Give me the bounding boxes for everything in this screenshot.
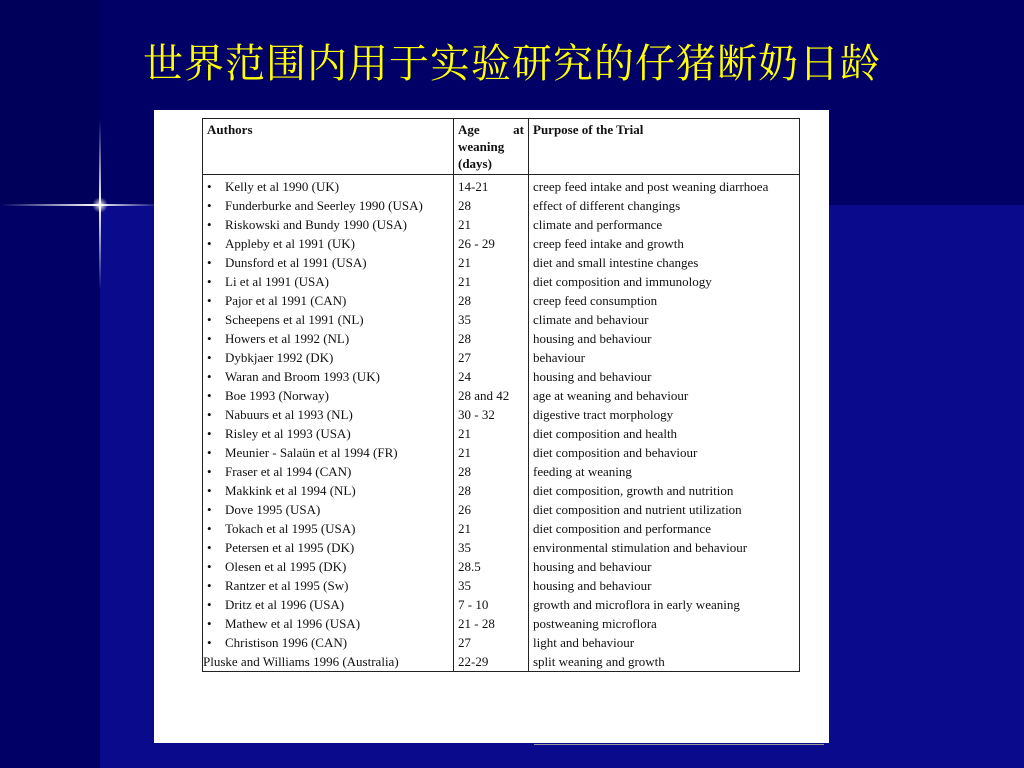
age-cell: 21 <box>454 519 529 538</box>
author-cell <box>203 500 454 519</box>
purpose-cell: diet composition and health <box>529 424 800 443</box>
table-row <box>203 405 800 424</box>
bullet-icon: • <box>207 578 212 593</box>
author-cell <box>203 538 454 557</box>
author-name: Dunsford et al 1991 (USA) <box>225 255 367 270</box>
table-row <box>203 424 800 443</box>
header-age: Age at weaning (days) <box>454 119 529 175</box>
table-row <box>203 519 800 538</box>
table-row <box>203 614 800 633</box>
author-cell <box>203 196 454 215</box>
sparkle-icon <box>92 197 108 213</box>
author-name: Scheepens et al 1991 (NL) <box>225 312 364 327</box>
purpose-cell: diet composition and immunology <box>529 272 800 291</box>
header-purpose: Purpose of the Trial <box>529 119 800 175</box>
table-row <box>203 215 800 234</box>
table-row <box>203 538 800 557</box>
author-name: Dritz et al 1996 (USA) <box>225 597 345 612</box>
author-cell <box>203 386 454 405</box>
table-row <box>203 500 800 519</box>
age-cell: 28 <box>454 329 529 348</box>
bullet-icon: • <box>207 274 212 289</box>
author-cell <box>203 424 454 443</box>
bullet-icon: • <box>207 597 212 612</box>
bullet-icon: • <box>207 502 212 517</box>
purpose-cell: diet composition and nutrient utilization <box>529 500 800 519</box>
author-cell <box>203 519 454 538</box>
age-cell: 21 <box>454 272 529 291</box>
purpose-cell: climate and behaviour <box>529 310 800 329</box>
age-cell: 28 <box>454 462 529 481</box>
author-cell <box>203 253 454 272</box>
author-name: Nabuurs et al 1993 (NL) <box>225 407 353 422</box>
bullet-icon: • <box>207 312 212 327</box>
age-cell: 24 <box>454 367 529 386</box>
age-cell: 7 - 10 <box>454 595 529 614</box>
table-row <box>203 348 800 367</box>
author-cell <box>203 310 454 329</box>
purpose-cell: light and behaviour <box>529 633 800 652</box>
bullet-icon: • <box>207 198 212 213</box>
purpose-cell: housing and behaviour <box>529 557 800 576</box>
table-row <box>203 557 800 576</box>
author-name: Funderburke and Seerley 1990 (USA) <box>225 198 423 213</box>
author-name: Petersen et al 1995 (DK) <box>225 540 355 555</box>
bullet-icon: • <box>207 464 212 479</box>
author-name: Risley et al 1993 (USA) <box>225 426 351 441</box>
bullet-icon: • <box>207 559 212 574</box>
table-row <box>203 633 800 652</box>
purpose-cell: split weaning and growth <box>529 652 800 672</box>
author-name: Dybkjaer 1992 (DK) <box>225 350 334 365</box>
purpose-cell: climate and performance <box>529 215 800 234</box>
table-row <box>203 175 800 197</box>
author-cell <box>203 652 454 672</box>
author-name: Howers et al 1992 (NL) <box>225 331 350 346</box>
bottom-rule <box>534 744 824 745</box>
table-row <box>203 652 800 672</box>
table-row <box>203 196 800 215</box>
age-cell: 28 <box>454 481 529 500</box>
purpose-cell: diet and small intestine changes <box>529 253 800 272</box>
age-cell: 27 <box>454 348 529 367</box>
age-cell: 14-21 <box>454 175 529 197</box>
author-name: Kelly et al 1990 (UK) <box>225 179 340 194</box>
age-cell: 21 <box>454 253 529 272</box>
author-name: Riskowski and Bundy 1990 (USA) <box>225 217 408 232</box>
purpose-cell: creep feed intake and post weaning diarrhoea <box>529 175 800 197</box>
bullet-icon: • <box>207 616 212 631</box>
bullet-icon: • <box>207 426 212 441</box>
bullet-icon: • <box>207 179 212 194</box>
age-cell: 28 <box>454 291 529 310</box>
age-cell: 35 <box>454 576 529 595</box>
age-cell: 30 - 32 <box>454 405 529 424</box>
purpose-cell: creep feed consumption <box>529 291 800 310</box>
bullet-icon: • <box>207 369 212 384</box>
author-name: Makkink et al 1994 (NL) <box>225 483 356 498</box>
age-cell: 26 - 29 <box>454 234 529 253</box>
bullet-icon: • <box>207 635 212 650</box>
bullet-icon: • <box>207 540 212 555</box>
weaning-age-table <box>202 118 800 672</box>
author-cell <box>203 234 454 253</box>
age-cell: 35 <box>454 310 529 329</box>
author-cell <box>203 215 454 234</box>
background-corner <box>0 0 100 205</box>
author-name: Appleby et al 1991 (UK) <box>225 236 355 251</box>
purpose-cell: housing and behaviour <box>529 367 800 386</box>
purpose-cell: creep feed intake and growth <box>529 234 800 253</box>
bullet-icon: • <box>207 293 212 308</box>
author-cell <box>203 348 454 367</box>
author-cell <box>203 175 454 197</box>
bullet-icon: • <box>207 331 212 346</box>
author-name: Fraser et al 1994 (CAN) <box>225 464 352 479</box>
bullet-icon: • <box>207 388 212 403</box>
bullet-icon: • <box>207 255 212 270</box>
age-cell: 22-29 <box>454 652 529 672</box>
author-name: Dove 1995 (USA) <box>225 502 321 517</box>
author-cell <box>203 576 454 595</box>
author-cell <box>203 557 454 576</box>
slide-title: 世界范围内用于实验研究的仔猪断奶日龄 <box>143 41 881 87</box>
age-cell: 21 - 28 <box>454 614 529 633</box>
author-name: Christison 1996 (CAN) <box>225 635 348 650</box>
table-body <box>203 175 800 672</box>
author-name: Li et al 1991 (USA) <box>225 274 329 289</box>
bullet-icon: • <box>207 350 212 365</box>
purpose-cell: housing and behaviour <box>529 329 800 348</box>
table-row <box>203 462 800 481</box>
table-row <box>203 310 800 329</box>
author-name: Tokach et al 1995 (USA) <box>225 521 356 536</box>
purpose-cell: behaviour <box>529 348 800 367</box>
author-name: Olesen et al 1995 (DK) <box>225 559 347 574</box>
table-row <box>203 234 800 253</box>
table-row <box>203 329 800 348</box>
author-name: Boe 1993 (Norway) <box>225 388 329 403</box>
author-cell <box>203 614 454 633</box>
table-row <box>203 253 800 272</box>
bullet-icon: • <box>207 407 212 422</box>
author-cell <box>203 481 454 500</box>
author-name: Meunier - Salaün et al 1994 (FR) <box>225 445 398 460</box>
purpose-cell: housing and behaviour <box>529 576 800 595</box>
author-name: Waran and Broom 1993 (UK) <box>225 369 380 384</box>
purpose-cell: diet composition and performance <box>529 519 800 538</box>
age-cell: 21 <box>454 424 529 443</box>
purpose-cell: effect of different changings <box>529 196 800 215</box>
table-row <box>203 595 800 614</box>
age-cell: 21 <box>454 215 529 234</box>
age-cell: 35 <box>454 538 529 557</box>
table-row <box>203 481 800 500</box>
header-authors: Authors <box>203 119 454 175</box>
author-cell <box>203 367 454 386</box>
bullet-icon: • <box>207 483 212 498</box>
author-name: Pluske and Williams 1996 (Australia) <box>203 654 399 669</box>
age-cell: 27 <box>454 633 529 652</box>
author-name: Rantzer et al 1995 (Sw) <box>225 578 349 593</box>
document-image <box>154 110 829 743</box>
author-cell <box>203 462 454 481</box>
table-header-row <box>203 119 800 175</box>
author-cell <box>203 595 454 614</box>
purpose-cell: environmental stimulation and behaviour <box>529 538 800 557</box>
purpose-cell: age at weaning and behaviour <box>529 386 800 405</box>
table-row <box>203 443 800 462</box>
age-cell: 26 <box>454 500 529 519</box>
purpose-cell: postweaning microflora <box>529 614 800 633</box>
author-name: Mathew et al 1996 (USA) <box>225 616 361 631</box>
author-cell <box>203 291 454 310</box>
table-row <box>203 272 800 291</box>
table-row <box>203 576 800 595</box>
sparkle-horizontal <box>0 204 160 206</box>
purpose-cell: digestive tract morphology <box>529 405 800 424</box>
author-cell <box>203 633 454 652</box>
purpose-cell: diet composition, growth and nutrition <box>529 481 800 500</box>
table-row <box>203 367 800 386</box>
author-cell <box>203 405 454 424</box>
bullet-icon: • <box>207 521 212 536</box>
author-cell <box>203 272 454 291</box>
age-cell: 28 <box>454 196 529 215</box>
purpose-cell: diet composition and behaviour <box>529 443 800 462</box>
table-row <box>203 386 800 405</box>
age-cell: 21 <box>454 443 529 462</box>
age-cell: 28.5 <box>454 557 529 576</box>
table-row <box>203 291 800 310</box>
purpose-cell: growth and microflora in early weaning <box>529 595 800 614</box>
purpose-cell: feeding at weaning <box>529 462 800 481</box>
bullet-icon: • <box>207 445 212 460</box>
bullet-icon: • <box>207 236 212 251</box>
author-cell <box>203 329 454 348</box>
author-cell <box>203 443 454 462</box>
author-name: Pajor et al 1991 (CAN) <box>225 293 347 308</box>
age-cell: 28 and 42 <box>454 386 529 405</box>
bullet-icon: • <box>207 217 212 232</box>
